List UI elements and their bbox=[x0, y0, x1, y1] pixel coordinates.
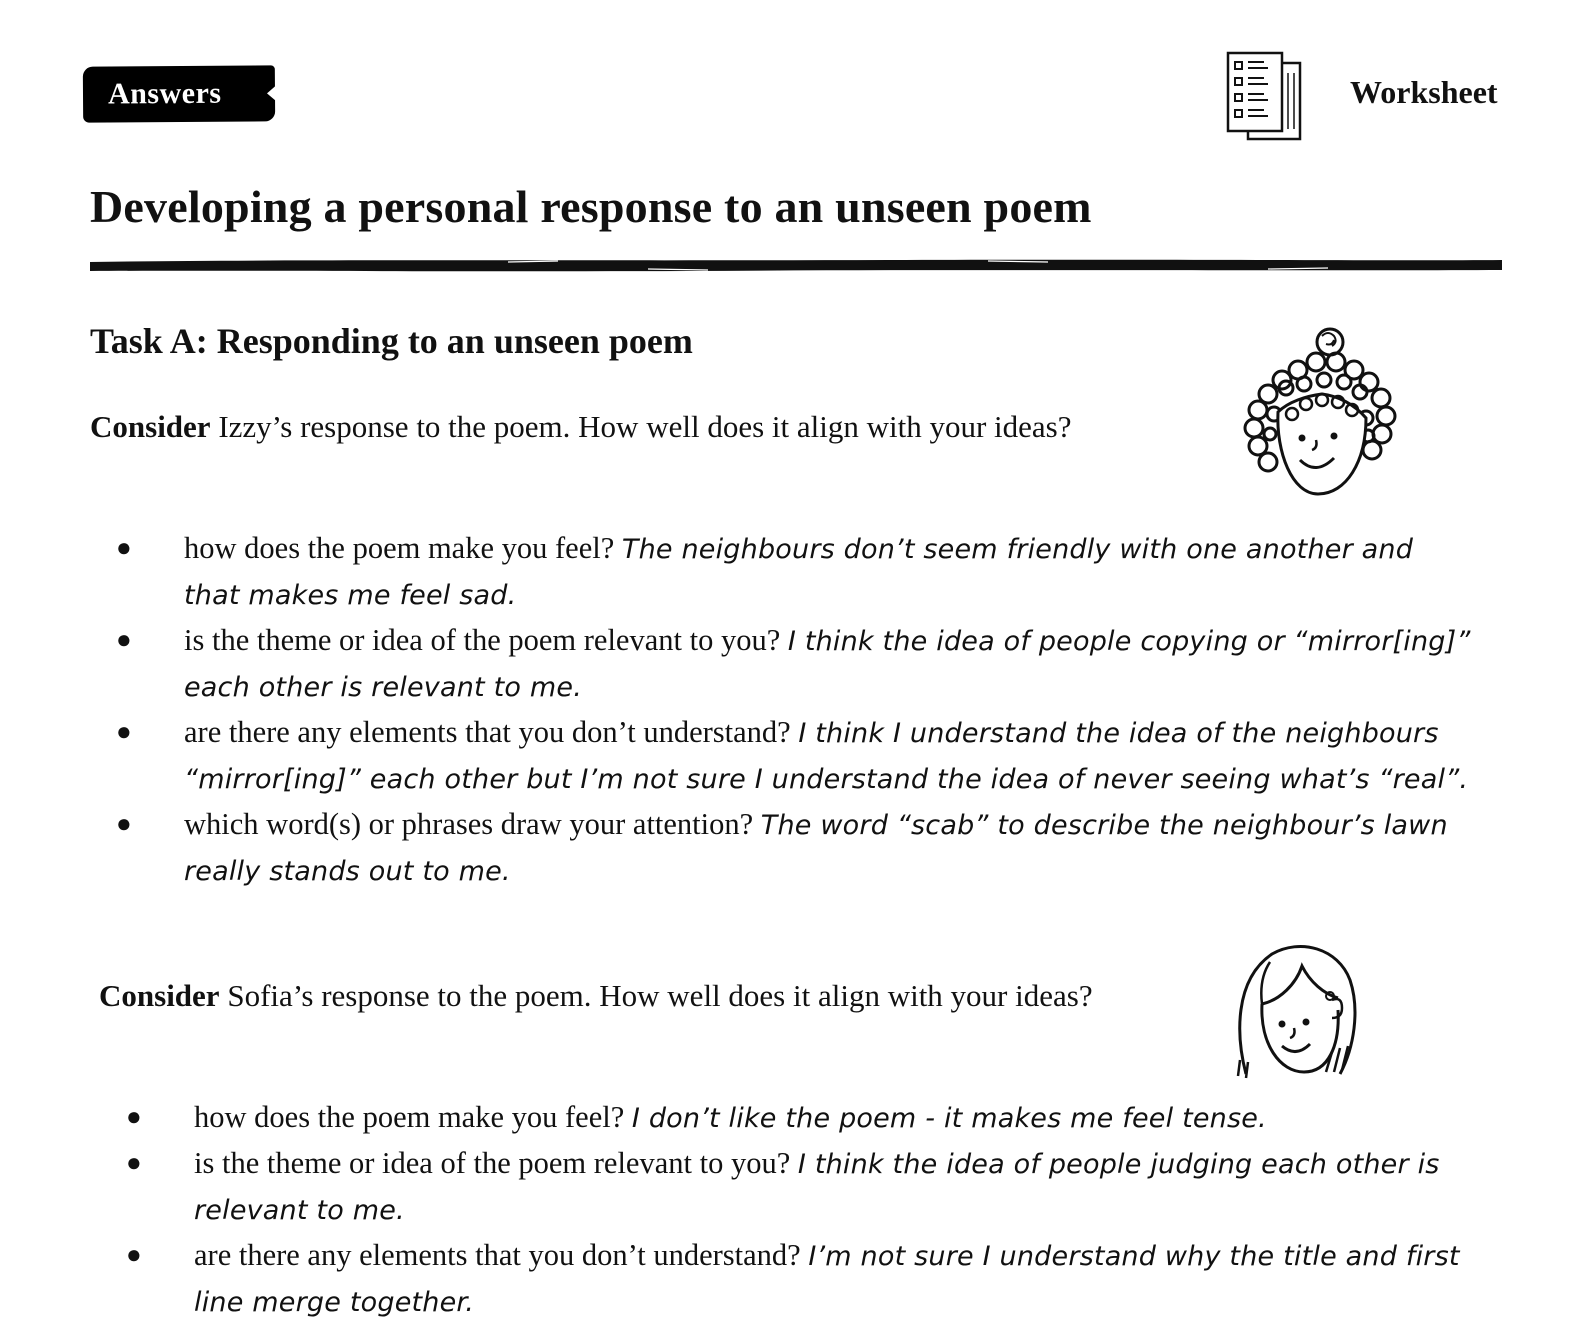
answer-text: I don’t like the poem - it makes me feel tense. bbox=[631, 1103, 1267, 1134]
answer-text: I think I understand the idea of the neighbours “mirror[ing]” each other but I’m not sure I understand the idea of never seeing what’s “real”. bbox=[184, 718, 1469, 795]
question-text: how does the poem make you feel? bbox=[194, 1100, 632, 1134]
list-item: ● how does the poem make you feel? I don’t like the poem - it makes me feel tense. bbox=[126, 1100, 1267, 1134]
question-text: how does the poem make you feel? bbox=[184, 531, 622, 565]
list-item: ● are there any elements that you don’t understand? I think I understand the idea of the neighbours “mirror[ing]” each other but I’m not sure I understand the idea of never seeing what’s “real”. bbox=[116, 715, 1469, 795]
answer-text: The word “scab” to describe the neighbour’s lawn really stands out to me. bbox=[184, 810, 1448, 887]
page-title: Developing a personal response to an unseen poem bbox=[90, 181, 1092, 232]
izzy-response-list bbox=[116, 526, 1476, 894]
long-haired-girl-icon bbox=[1232, 940, 1362, 1080]
answer-text: I think the idea of people copying or “mirror[ing]” each other is relevant to me. bbox=[184, 626, 1471, 703]
list-item: ● are there any elements that you don’t understand? I’m not sure I understand why the title and first line merge together. bbox=[126, 1238, 1460, 1318]
worksheet-icon bbox=[1222, 49, 1308, 145]
answer-text: The neighbours don’t seem friendly with one another and that makes me feel sad. bbox=[184, 534, 1414, 611]
sofia-prompt bbox=[99, 978, 1093, 1014]
title-underline bbox=[88, 256, 1504, 278]
sofia-response-list bbox=[126, 1095, 1476, 1325]
question-text: are there any elements that you don’t understand? bbox=[194, 1238, 809, 1272]
answer-text: I think the idea of people judging each other is relevant to me. bbox=[194, 1149, 1440, 1226]
izzy-prompt bbox=[90, 409, 1072, 445]
answer-text: I’m not sure I understand why the title and first line merge together. bbox=[194, 1241, 1460, 1318]
prompt-verb: Consider bbox=[90, 409, 211, 444]
list-item: ● how does the poem make you feel? The neighbours don’t seem friendly with one another and that makes me feel sad. bbox=[116, 531, 1414, 611]
question-text: is the theme or idea of the poem relevant to you? bbox=[194, 1146, 798, 1180]
list-item: ● is the theme or idea of the poem relevant to you? I think the idea of people copying or “mirror[ing]” each other is relevant to me. bbox=[116, 623, 1471, 703]
answers-badge-label: Answers bbox=[107, 76, 222, 111]
question-text: are there any elements that you don’t understand? bbox=[184, 715, 799, 749]
question-text: which word(s) or phrases draw your attention? bbox=[184, 807, 761, 841]
prompt-text: Izzy’s response to the poem. How well does it align with your ideas? bbox=[210, 409, 1072, 444]
document-type-label: Worksheet bbox=[1350, 74, 1498, 110]
task-heading: Task A: Responding to an unseen poem bbox=[90, 321, 693, 361]
curly-haired-girl-icon bbox=[1226, 322, 1404, 500]
list-item: ● is the theme or idea of the poem relevant to you? I think the idea of people judging each other is relevant to me. bbox=[126, 1146, 1440, 1226]
prompt-verb: Consider bbox=[99, 978, 220, 1013]
list-item: ● which word(s) or phrases draw your attention? The word “scab” to describe the neighbour’s lawn really stands out to me. bbox=[116, 807, 1448, 887]
prompt-text: Sofia’s response to the poem. How well does it align with your ideas? bbox=[219, 978, 1093, 1013]
answers-badge bbox=[83, 65, 275, 122]
question-text: is the theme or idea of the poem relevant to you? bbox=[184, 623, 788, 657]
